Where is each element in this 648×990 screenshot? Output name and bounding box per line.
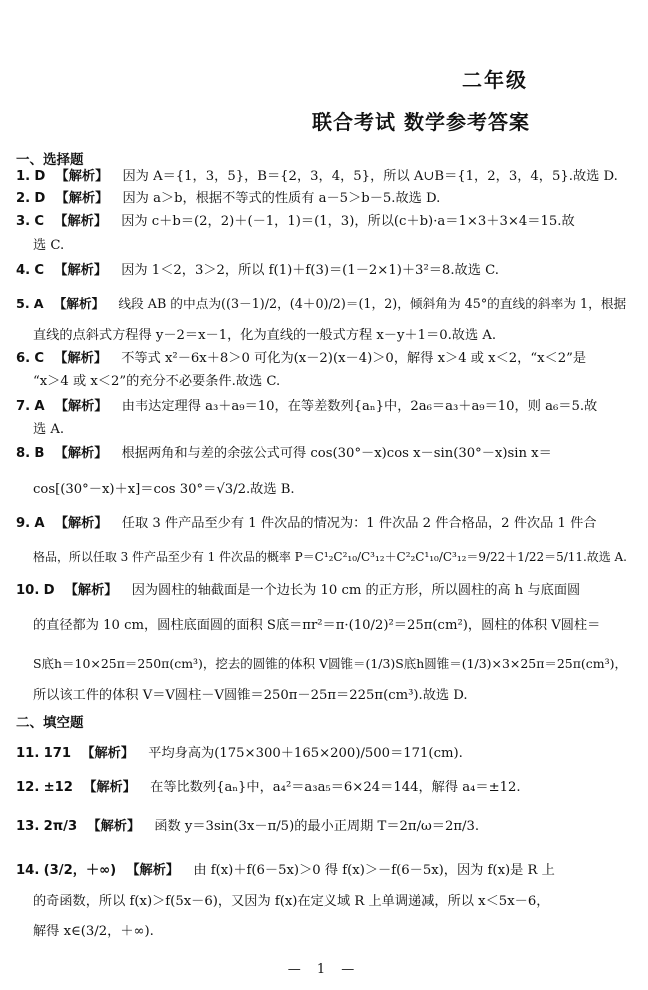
explanation-text: 因为 1＜2，3＞2，所以 f(1)＋f(3)＝(1－2×1)＋3²＝8.故选 C. — [121, 263, 499, 278]
section-fill-heading: 二、填空题 — [16, 715, 84, 731]
question-7 — [16, 398, 632, 416]
question-number: 5. — [16, 296, 30, 311]
answer-choice: C — [34, 263, 45, 278]
explanation-continuation: 直线的点斜式方程得 y－2＝x－1，化为直线的一般式方程 x－y＋1＝0.故选 A. — [33, 328, 497, 343]
question-4 — [16, 262, 632, 280]
question-5 — [16, 295, 632, 313]
question-12 — [16, 779, 632, 797]
question-number: 3. — [16, 214, 31, 229]
analysis-tag: 【解析】 — [54, 263, 108, 278]
explanation-text: 因为 c＋b＝(2，2)＋(－1，1)＝(1，3)，所以(c＋b)·a＝1×3＋3×4＝15.故 — [121, 214, 575, 229]
analysis-tag: 【解析】 — [126, 863, 180, 878]
analysis-tag: 【解析】 — [87, 819, 141, 834]
answer-choice: B — [34, 446, 45, 461]
question-number: 4. — [16, 263, 31, 278]
question-number: 12. — [16, 780, 40, 795]
question-number: 14. — [16, 863, 40, 878]
explanation-text: 根据两角和与差的余弦公式可得 cos(30°－x)cos x－sin(30°－x)sin x＝ — [121, 446, 552, 461]
analysis-tag: 【解析】 — [81, 746, 135, 761]
answer-choice: A — [34, 399, 45, 414]
analysis-tag: 【解析】 — [55, 191, 109, 206]
explanation-text: 函数 y＝3sin(3x－π/5)的最小正周期 T＝2π/ω＝2π/3. — [154, 819, 480, 834]
question-number: 8. — [16, 446, 31, 461]
question-number: 11. — [16, 746, 40, 761]
answer-value: 171 — [43, 746, 72, 761]
explanation-text: 不等式 x²－6x＋8＞0 可化为(x－2)(x－4)＞0，解得 x＞4 或 x＜2，“x＜2”是 — [121, 351, 587, 366]
analysis-tag: 【解析】 — [54, 446, 108, 461]
analysis-tag: 【解析】 — [54, 516, 108, 531]
question-14 — [16, 862, 632, 880]
analysis-tag: 【解析】 — [54, 399, 108, 414]
answer-choice: D — [34, 169, 46, 184]
answer-value: 2π/3 — [43, 819, 78, 834]
question-number: 2. — [16, 191, 31, 206]
explanation-text: 因为 A＝{1，3，5}，B＝{2，3，4，5}，所以 A∪B＝{1，2，3，4，5}.故选 D. — [122, 169, 618, 184]
explanation-continuation: 所以该工件的体积 V＝V圆柱－V圆锥＝250π－25π＝225π(cm³).故选 D. — [33, 688, 468, 703]
answer-choice: A — [33, 296, 44, 311]
analysis-tag: 【解析】 — [54, 214, 108, 229]
grade-heading: 二年级 — [462, 68, 528, 92]
question-3 — [16, 213, 632, 231]
question-number: 10. — [16, 583, 40, 598]
question-6 — [16, 350, 632, 368]
explanation-continuation: 选 C. — [33, 238, 65, 253]
answer-choice: A — [34, 516, 45, 531]
section-choice-heading: 一、选择题 — [16, 152, 84, 168]
question-10 — [16, 582, 632, 600]
question-11 — [16, 745, 632, 763]
question-number: 1. — [16, 169, 31, 184]
explanation-text: 线段 AB 的中点为((3－1)/2，(4＋0)/2)＝(1，2)，倾斜角为 45°的直线的斜率为 1，根据 — [118, 296, 627, 311]
answer-value: (3/2，＋∞) — [43, 863, 117, 878]
analysis-tag: 【解析】 — [83, 780, 136, 795]
explanation-text: 由 f(x)＋f(6－5x)＞0 得 f(x)＞－f(6－5x)，因为 f(x)是 R 上 — [193, 863, 555, 878]
explanation-continuation: cos[(30°－x)＋x]＝cos 30°＝√3/2.故选 B. — [33, 482, 295, 497]
question-2 — [16, 190, 632, 208]
question-number: 9. — [16, 516, 31, 531]
analysis-tag: 【解析】 — [53, 296, 105, 311]
question-number: 7. — [16, 399, 31, 414]
explanation-continuation: 的奇函数，所以 f(x)＞f(5x－6)，又因为 f(x)在定义域 R 上单调递减，所以 x＜5x－6， — [33, 894, 550, 909]
explanation-text: 在等比数列{aₙ}中，a₄²＝a₃a₅＝6×24＝144，解得 a₄＝±12. — [150, 780, 521, 795]
explanation-continuation: 选 A. — [33, 422, 65, 437]
question-8 — [16, 445, 632, 463]
explanation-continuation: “x＞4 或 x＜2”的充分不必要条件.故选 C. — [33, 374, 281, 389]
explanation-text: 因为圆柱的轴截面是一个边长为 10 cm 的正方形，所以圆柱的高 h 与底面圆 — [131, 583, 581, 598]
question-9 — [16, 515, 632, 533]
explanation-text: 平均身高为(175×300＋165×200)/500＝171(cm). — [148, 746, 463, 761]
explanation-continuation: 的直径都为 10 cm，圆柱底面圆的面积 S底＝πr²＝π·(10/2)²＝25π(cm²)，圆柱的体积 V圆柱＝ — [33, 618, 601, 633]
page-number: — 1 — — [287, 962, 361, 977]
explanation-continuation: S底h＝10×25π＝250π(cm³)，挖去的圆锥的体积 V圆锥＝(1/3)S底h圆锥＝(1/3)×3×25π＝25π(cm³)， — [33, 656, 627, 671]
analysis-tag: 【解析】 — [55, 169, 109, 184]
question-number: 6. — [16, 351, 31, 366]
explanation-continuation: 格品，所以任取 3 件产品至少有 1 件次品的概率 P＝C¹₂C²₁₀/C³₁₂＋C²₂C¹₁₀/C³₁₂＝9/22＋1/22＝5/11.故选 A. — [33, 550, 627, 564]
answer-choice: C — [34, 351, 45, 366]
question-1 — [16, 168, 632, 186]
explanation-continuation: 解得 x∈(3/2，＋∞). — [33, 924, 154, 939]
explanation-text: 由韦达定理得 a₃＋a₉＝10，在等差数列{aₙ}中，2a₆＝a₃＋a₉＝10，则 a₆＝5.故 — [121, 399, 598, 414]
answer-choice: D — [34, 191, 46, 206]
answer-choice: D — [43, 583, 55, 598]
answer-value: ±12 — [43, 780, 73, 795]
analysis-tag: 【解析】 — [54, 351, 108, 366]
explanation-text: 任取 3 件产品至少有 1 件次品的情况为：1 件次品 2 件合格品，2 件次品 1 件合 — [121, 516, 597, 531]
question-number: 13. — [16, 819, 40, 834]
question-13 — [16, 818, 632, 836]
explanation-text: 因为 a＞b，根据不等式的性质有 a－5＞b－5.故选 D. — [122, 191, 441, 206]
answer-choice: C — [34, 214, 45, 229]
analysis-tag: 【解析】 — [64, 583, 118, 598]
page-title: 联合考试 数学参考答案 — [312, 110, 530, 134]
